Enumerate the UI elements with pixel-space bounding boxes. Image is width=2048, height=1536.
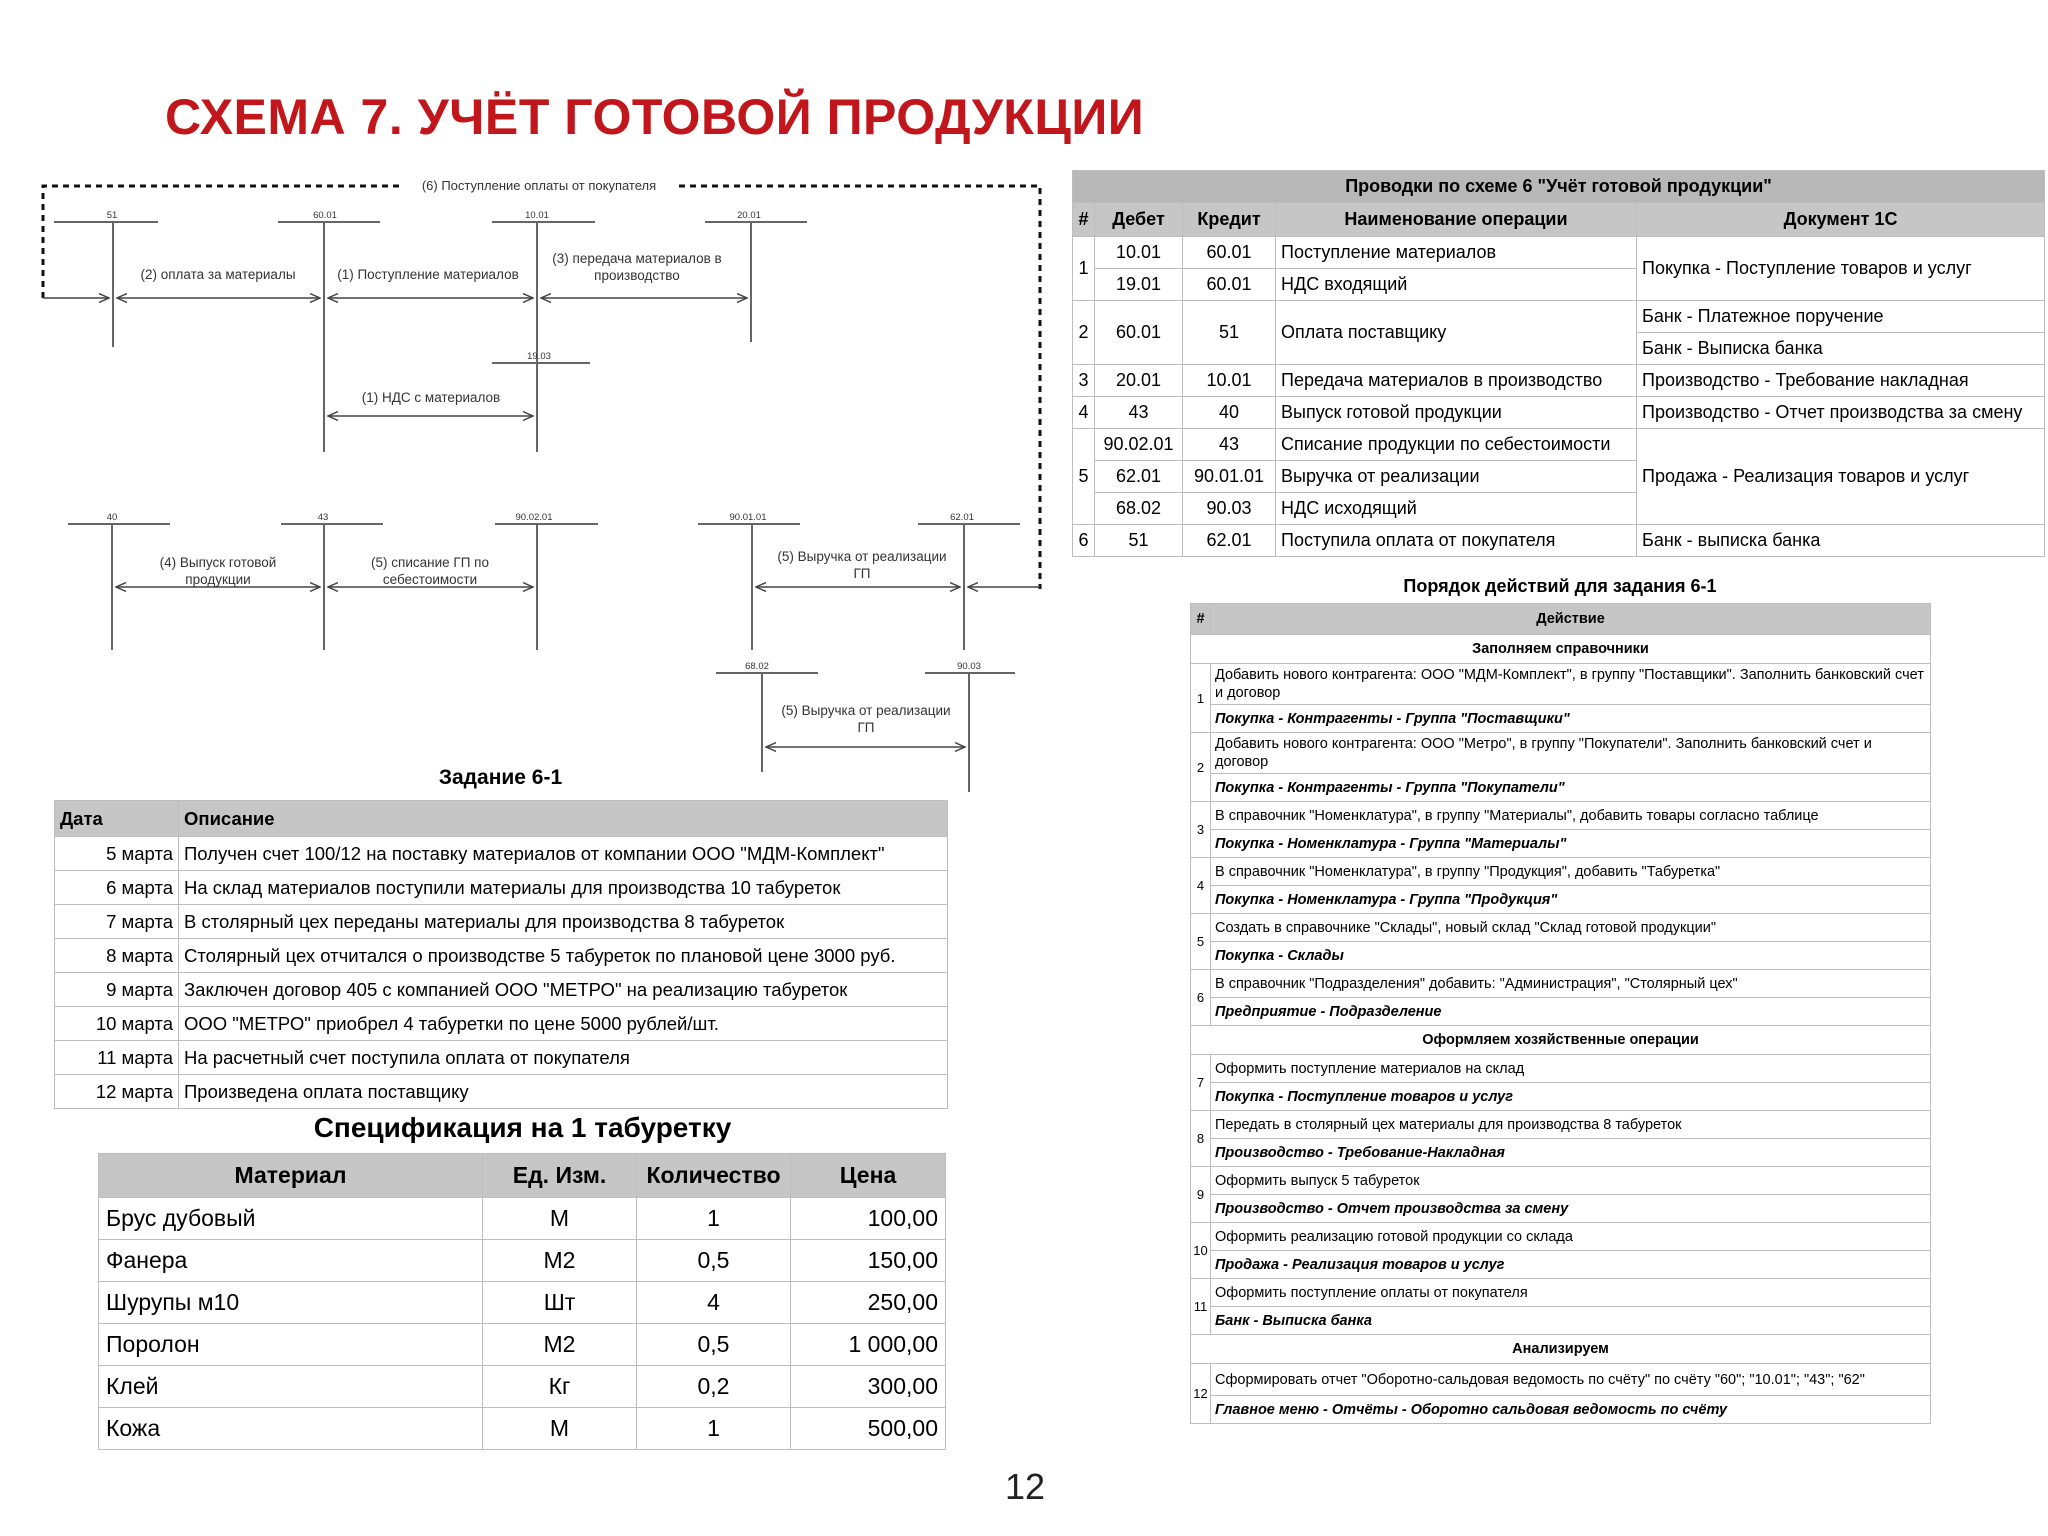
operation-cell: Оплата поставщику — [1276, 301, 1637, 365]
action-path: Главное меню - Отчёты - Оборотно сальдовая ведомость по счёту — [1211, 1396, 1931, 1424]
list-item — [1191, 1167, 1931, 1195]
credit-cell: 90.01.01 — [1183, 461, 1276, 493]
document-cell: Производство - Отчет производства за смену — [1637, 397, 2045, 429]
list-item — [1191, 858, 1931, 886]
action-path: Покупка - Склады — [1211, 942, 1931, 970]
arrow-label: себестоимости — [382, 572, 478, 587]
table-row — [1073, 237, 2045, 269]
document-cell: Продажа - Реализация товаров и услуг — [1637, 429, 2045, 525]
col-header: Документ 1С — [1637, 203, 2045, 237]
price-cell: 500,00 — [791, 1408, 946, 1450]
document-cell: Покупка - Поступление товаров и услуг — [1637, 237, 2045, 301]
account-label: 62.01 — [950, 512, 974, 523]
date-cell: 7 марта — [55, 905, 179, 939]
action-number: 3 — [1191, 802, 1211, 858]
list-item — [1191, 1223, 1931, 1251]
account-label: 60.01 — [313, 210, 337, 221]
description-cell: Произведена оплата поставщику — [179, 1075, 948, 1109]
credit-cell: 51 — [1183, 301, 1276, 365]
action-number: 11 — [1191, 1279, 1211, 1335]
debit-cell: 62.01 — [1095, 461, 1183, 493]
table-row — [99, 1198, 946, 1240]
action-text: Оформить реализацию готовой продукции со склада — [1211, 1223, 1931, 1251]
col-header: Ед. Изм. — [483, 1154, 637, 1198]
col-header: Количество — [637, 1154, 791, 1198]
list-item — [1191, 914, 1931, 942]
section-header: Анализируем — [1191, 1335, 1931, 1364]
action-path: Покупка - Контрагенты - Группа "Поставщики" — [1211, 705, 1931, 733]
action-number: 8 — [1191, 1111, 1211, 1167]
debit-cell: 90.02.01 — [1095, 429, 1183, 461]
spec-title: Спецификация на 1 табуретку — [313, 1112, 732, 1143]
action-text: В справочник "Номенклатура", в группу "Продукция", добавить "Табуретка" — [1211, 858, 1931, 886]
col-header: Дата — [55, 801, 179, 837]
debit-cell: 43 — [1095, 397, 1183, 429]
table-row — [1073, 397, 2045, 429]
action-text: Оформить выпуск 5 табуреток — [1211, 1167, 1931, 1195]
debit-cell: 68.02 — [1095, 493, 1183, 525]
arrow-label: ГП — [857, 720, 875, 735]
material-cell: Клей — [99, 1366, 483, 1408]
col-header: Материал — [99, 1154, 483, 1198]
description-cell: В столярный цех переданы материалы для производства 8 табуреток — [179, 905, 948, 939]
list-item — [1191, 1364, 1931, 1396]
arrow-label: производство — [594, 268, 680, 283]
material-cell: Шурупы м10 — [99, 1282, 483, 1324]
date-cell: 5 марта — [55, 837, 179, 871]
credit-cell: 10.01 — [1183, 365, 1276, 397]
list-item — [1191, 733, 1931, 774]
unit-cell: М — [483, 1408, 637, 1450]
date-cell: 10 марта — [55, 1007, 179, 1041]
unit-cell: М — [483, 1198, 637, 1240]
price-cell: 1 000,00 — [791, 1324, 946, 1366]
table-row — [99, 1282, 946, 1324]
material-cell: Кожа — [99, 1408, 483, 1450]
account-label: 90.03 — [957, 661, 981, 672]
debit-cell: 60.01 — [1095, 301, 1183, 365]
table-row — [1073, 365, 2045, 397]
col-header: Дебет — [1095, 203, 1183, 237]
specification-table — [98, 1153, 946, 1450]
credit-cell: 40 — [1183, 397, 1276, 429]
arrow-label: (5) списание ГП по — [371, 555, 489, 570]
action-text: Оформить поступление оплаты от покупателя — [1211, 1279, 1931, 1307]
list-item — [1191, 802, 1931, 830]
action-number: 10 — [1191, 1223, 1211, 1279]
description-cell: Столярный цех отчитался о производстве 5 табуреток по плановой цене 3000 руб. — [179, 939, 948, 973]
arrow-label: (3) передача материалов в — [552, 251, 722, 266]
action-number: 6 — [1191, 970, 1211, 1026]
debit-cell: 51 — [1095, 525, 1183, 557]
action-text: Добавить нового контрагента: ООО "Метро", в группу "Покупатели". Заполнить банковский счет и договор — [1211, 733, 1931, 774]
operation-cell: НДС входящий — [1276, 269, 1637, 301]
price-cell: 100,00 — [791, 1198, 946, 1240]
table-row — [99, 1240, 946, 1282]
account-label: 90.02.01 — [515, 512, 553, 523]
table-row — [55, 905, 948, 939]
col-header: Наименование операции — [1276, 203, 1637, 237]
debit-cell: 10.01 — [1095, 237, 1183, 269]
quantity-cell: 4 — [637, 1282, 791, 1324]
operation-cell: Поступление материалов — [1276, 237, 1637, 269]
postings-table — [1072, 170, 2045, 557]
table-row — [99, 1324, 946, 1366]
price-cell: 150,00 — [791, 1240, 946, 1282]
credit-cell: 90.03 — [1183, 493, 1276, 525]
operation-cell: НДС исходящий — [1276, 493, 1637, 525]
table-row — [55, 973, 948, 1007]
material-cell: Поролон — [99, 1324, 483, 1366]
table-row — [1073, 301, 2045, 333]
unit-cell: Кг — [483, 1366, 637, 1408]
posting-number: 1 — [1073, 237, 1095, 301]
action-path: Банк - Выписка банка — [1211, 1307, 1931, 1335]
quantity-cell: 0,2 — [637, 1366, 791, 1408]
description-cell: ООО "МЕТРО" приобрел 4 табуретки по цене 5000 рублей/шт. — [179, 1007, 948, 1041]
debit-cell: 19.01 — [1095, 269, 1183, 301]
payment-loop-dashed-line — [43, 186, 1040, 589]
action-text: Добавить нового контрагента: ООО "МДМ-Комплект", в группу "Поставщики". Заполнить банковский счет и договор — [1211, 664, 1931, 705]
account-label: 51 — [106, 210, 118, 221]
account-label: 10.01 — [525, 210, 549, 221]
table-row — [1073, 525, 2045, 557]
action-path: Предприятие - Подразделение — [1211, 998, 1931, 1026]
posting-number: 5 — [1073, 429, 1095, 525]
action-number: 5 — [1191, 914, 1211, 970]
price-cell: 250,00 — [791, 1282, 946, 1324]
posting-number: 3 — [1073, 365, 1095, 397]
postings-title: Проводки по схеме 6 "Учёт готовой продукции" — [1073, 171, 2045, 203]
table-row — [55, 1007, 948, 1041]
description-cell: Получен счет 100/12 на поставку материалов от компании ООО "МДМ-Комплект" — [179, 837, 948, 871]
table-row — [55, 871, 948, 905]
task-table — [54, 800, 948, 1109]
action-path: Покупка - Номенклатура - Группа "Продукция" — [1211, 886, 1931, 914]
document-cell: Банк - Выписка банка — [1637, 333, 2045, 365]
credit-cell: 62.01 — [1183, 525, 1276, 557]
quantity-cell: 0,5 — [637, 1240, 791, 1282]
action-number: 9 — [1191, 1167, 1211, 1223]
accounting-flow-diagram — [40, 172, 1050, 797]
unit-cell: Шт — [483, 1282, 637, 1324]
account-label: 68.02 — [745, 661, 769, 672]
col-header: Описание — [179, 801, 948, 837]
action-path: Производство - Требование-Накладная — [1211, 1139, 1931, 1167]
action-number: 2 — [1191, 733, 1211, 802]
unit-cell: М2 — [483, 1240, 637, 1282]
arrow-label: продукции — [185, 572, 251, 587]
table-row — [55, 939, 948, 973]
account-label: 90.01.01 — [729, 512, 767, 523]
posting-number: 2 — [1073, 301, 1095, 365]
arrow-label: (2) оплата за материалы — [140, 267, 296, 282]
action-number: 12 — [1191, 1364, 1211, 1424]
material-cell: Брус дубовый — [99, 1198, 483, 1240]
date-cell: 8 марта — [55, 939, 179, 973]
table-row — [55, 1075, 948, 1109]
date-cell: 6 марта — [55, 871, 179, 905]
action-text: В справочник "Подразделения" добавить: "Администрация", "Столярный цех" — [1211, 970, 1931, 998]
action-number: 7 — [1191, 1055, 1211, 1111]
date-cell: 9 марта — [55, 973, 179, 1007]
actions-table — [1190, 603, 1931, 1424]
col-header: Цена — [791, 1154, 946, 1198]
account-label: 20.01 — [737, 210, 761, 221]
action-path: Продажа - Реализация товаров и услуг — [1211, 1251, 1931, 1279]
action-number: 1 — [1191, 664, 1211, 733]
quantity-cell: 1 — [637, 1408, 791, 1450]
actions-title: Порядок действий для задания 6-1 — [1403, 576, 1717, 596]
table-row — [55, 1041, 948, 1075]
list-item — [1191, 664, 1931, 705]
action-number: 4 — [1191, 858, 1211, 914]
price-cell: 300,00 — [791, 1366, 946, 1408]
table-row — [99, 1408, 946, 1450]
material-cell: Фанера — [99, 1240, 483, 1282]
action-path: Производство - Отчет производства за смену — [1211, 1195, 1931, 1223]
table-row — [1073, 429, 2045, 461]
table-row — [55, 837, 948, 871]
page-number: 12 — [1005, 1466, 1046, 1507]
operation-cell: Выручка от реализации — [1276, 461, 1637, 493]
action-path: Покупка - Номенклатура - Группа "Материалы" — [1211, 830, 1931, 858]
section-header: Оформляем хозяйственные операции — [1191, 1026, 1931, 1055]
task-title: Задание 6-1 — [438, 766, 563, 789]
unit-cell: М2 — [483, 1324, 637, 1366]
account-label: 40 — [106, 512, 118, 523]
operation-cell: Поступила оплата от покупателя — [1276, 525, 1637, 557]
posting-number: 4 — [1073, 397, 1095, 429]
document-cell: Производство - Требование накладная — [1637, 365, 2045, 397]
list-item — [1191, 1055, 1931, 1083]
quantity-cell: 0,5 — [637, 1324, 791, 1366]
action-path: Покупка - Контрагенты - Группа "Покупатели" — [1211, 774, 1931, 802]
action-text: Сформировать отчет "Оборотно-сальдовая ведомость по счёту" по счёту "60"; "10.01"; "43"; "62" — [1211, 1364, 1931, 1396]
arrow-label: (5) Выручка от реализации — [781, 703, 951, 718]
table-row — [99, 1366, 946, 1408]
document-cell: Банк - Платежное поручение — [1637, 301, 2045, 333]
description-cell: На расчетный счет поступила оплата от покупателя — [179, 1041, 948, 1075]
account-label: 43 — [317, 512, 329, 523]
account-label: 19.03 — [527, 351, 551, 362]
action-text: Передать в столярный цех материалы для производства 8 табуреток — [1211, 1111, 1931, 1139]
diagram-top-label: (6) Поступление оплаты от покупателя — [421, 178, 657, 193]
credit-cell: 60.01 — [1183, 237, 1276, 269]
operation-cell: Списание продукции по себестоимости — [1276, 429, 1637, 461]
action-text: Создать в справочнике "Склады", новый склад "Склад готовой продукции" — [1211, 914, 1931, 942]
date-cell: 11 марта — [55, 1041, 179, 1075]
arrow-label: (5) Выручка от реализации — [777, 549, 947, 564]
posting-number: 6 — [1073, 525, 1095, 557]
list-item — [1191, 1111, 1931, 1139]
arrow-label: (1) Поступление материалов — [337, 267, 519, 282]
list-item — [1191, 1279, 1931, 1307]
section-header: Заполняем справочники — [1191, 635, 1931, 664]
arrow-label: (4) Выпуск готовой — [159, 555, 277, 570]
col-header: Кредит — [1183, 203, 1276, 237]
operation-cell: Передача материалов в производство — [1276, 365, 1637, 397]
quantity-cell: 1 — [637, 1198, 791, 1240]
action-text: В справочник "Номенклатура", в группу "Материалы", добавить товары согласно таблице — [1211, 802, 1931, 830]
col-header: Действие — [1211, 604, 1931, 635]
date-cell: 12 марта — [55, 1075, 179, 1109]
operation-cell: Выпуск готовой продукции — [1276, 397, 1637, 429]
list-item — [1191, 970, 1931, 998]
action-path: Покупка - Поступление товаров и услуг — [1211, 1083, 1931, 1111]
arrow-label: ГП — [853, 566, 871, 581]
action-text: Оформить поступление материалов на склад — [1211, 1055, 1931, 1083]
debit-cell: 20.01 — [1095, 365, 1183, 397]
col-header: # — [1191, 604, 1211, 635]
arrow-label: (1) НДС с материалов — [361, 390, 501, 405]
description-cell: Заключен договор 405 с компанией ООО "МЕТРО" на реализацию табуреток — [179, 973, 948, 1007]
description-cell: На склад материалов поступили материалы для производства 10 табуреток — [179, 871, 948, 905]
credit-cell: 43 — [1183, 429, 1276, 461]
slide-title: СХЕМА 7. УЧЁТ ГОТОВОЙ ПРОДУКЦИИ — [165, 89, 1145, 145]
document-cell: Банк - выписка банка — [1637, 525, 2045, 557]
credit-cell: 60.01 — [1183, 269, 1276, 301]
col-header: # — [1073, 203, 1095, 237]
